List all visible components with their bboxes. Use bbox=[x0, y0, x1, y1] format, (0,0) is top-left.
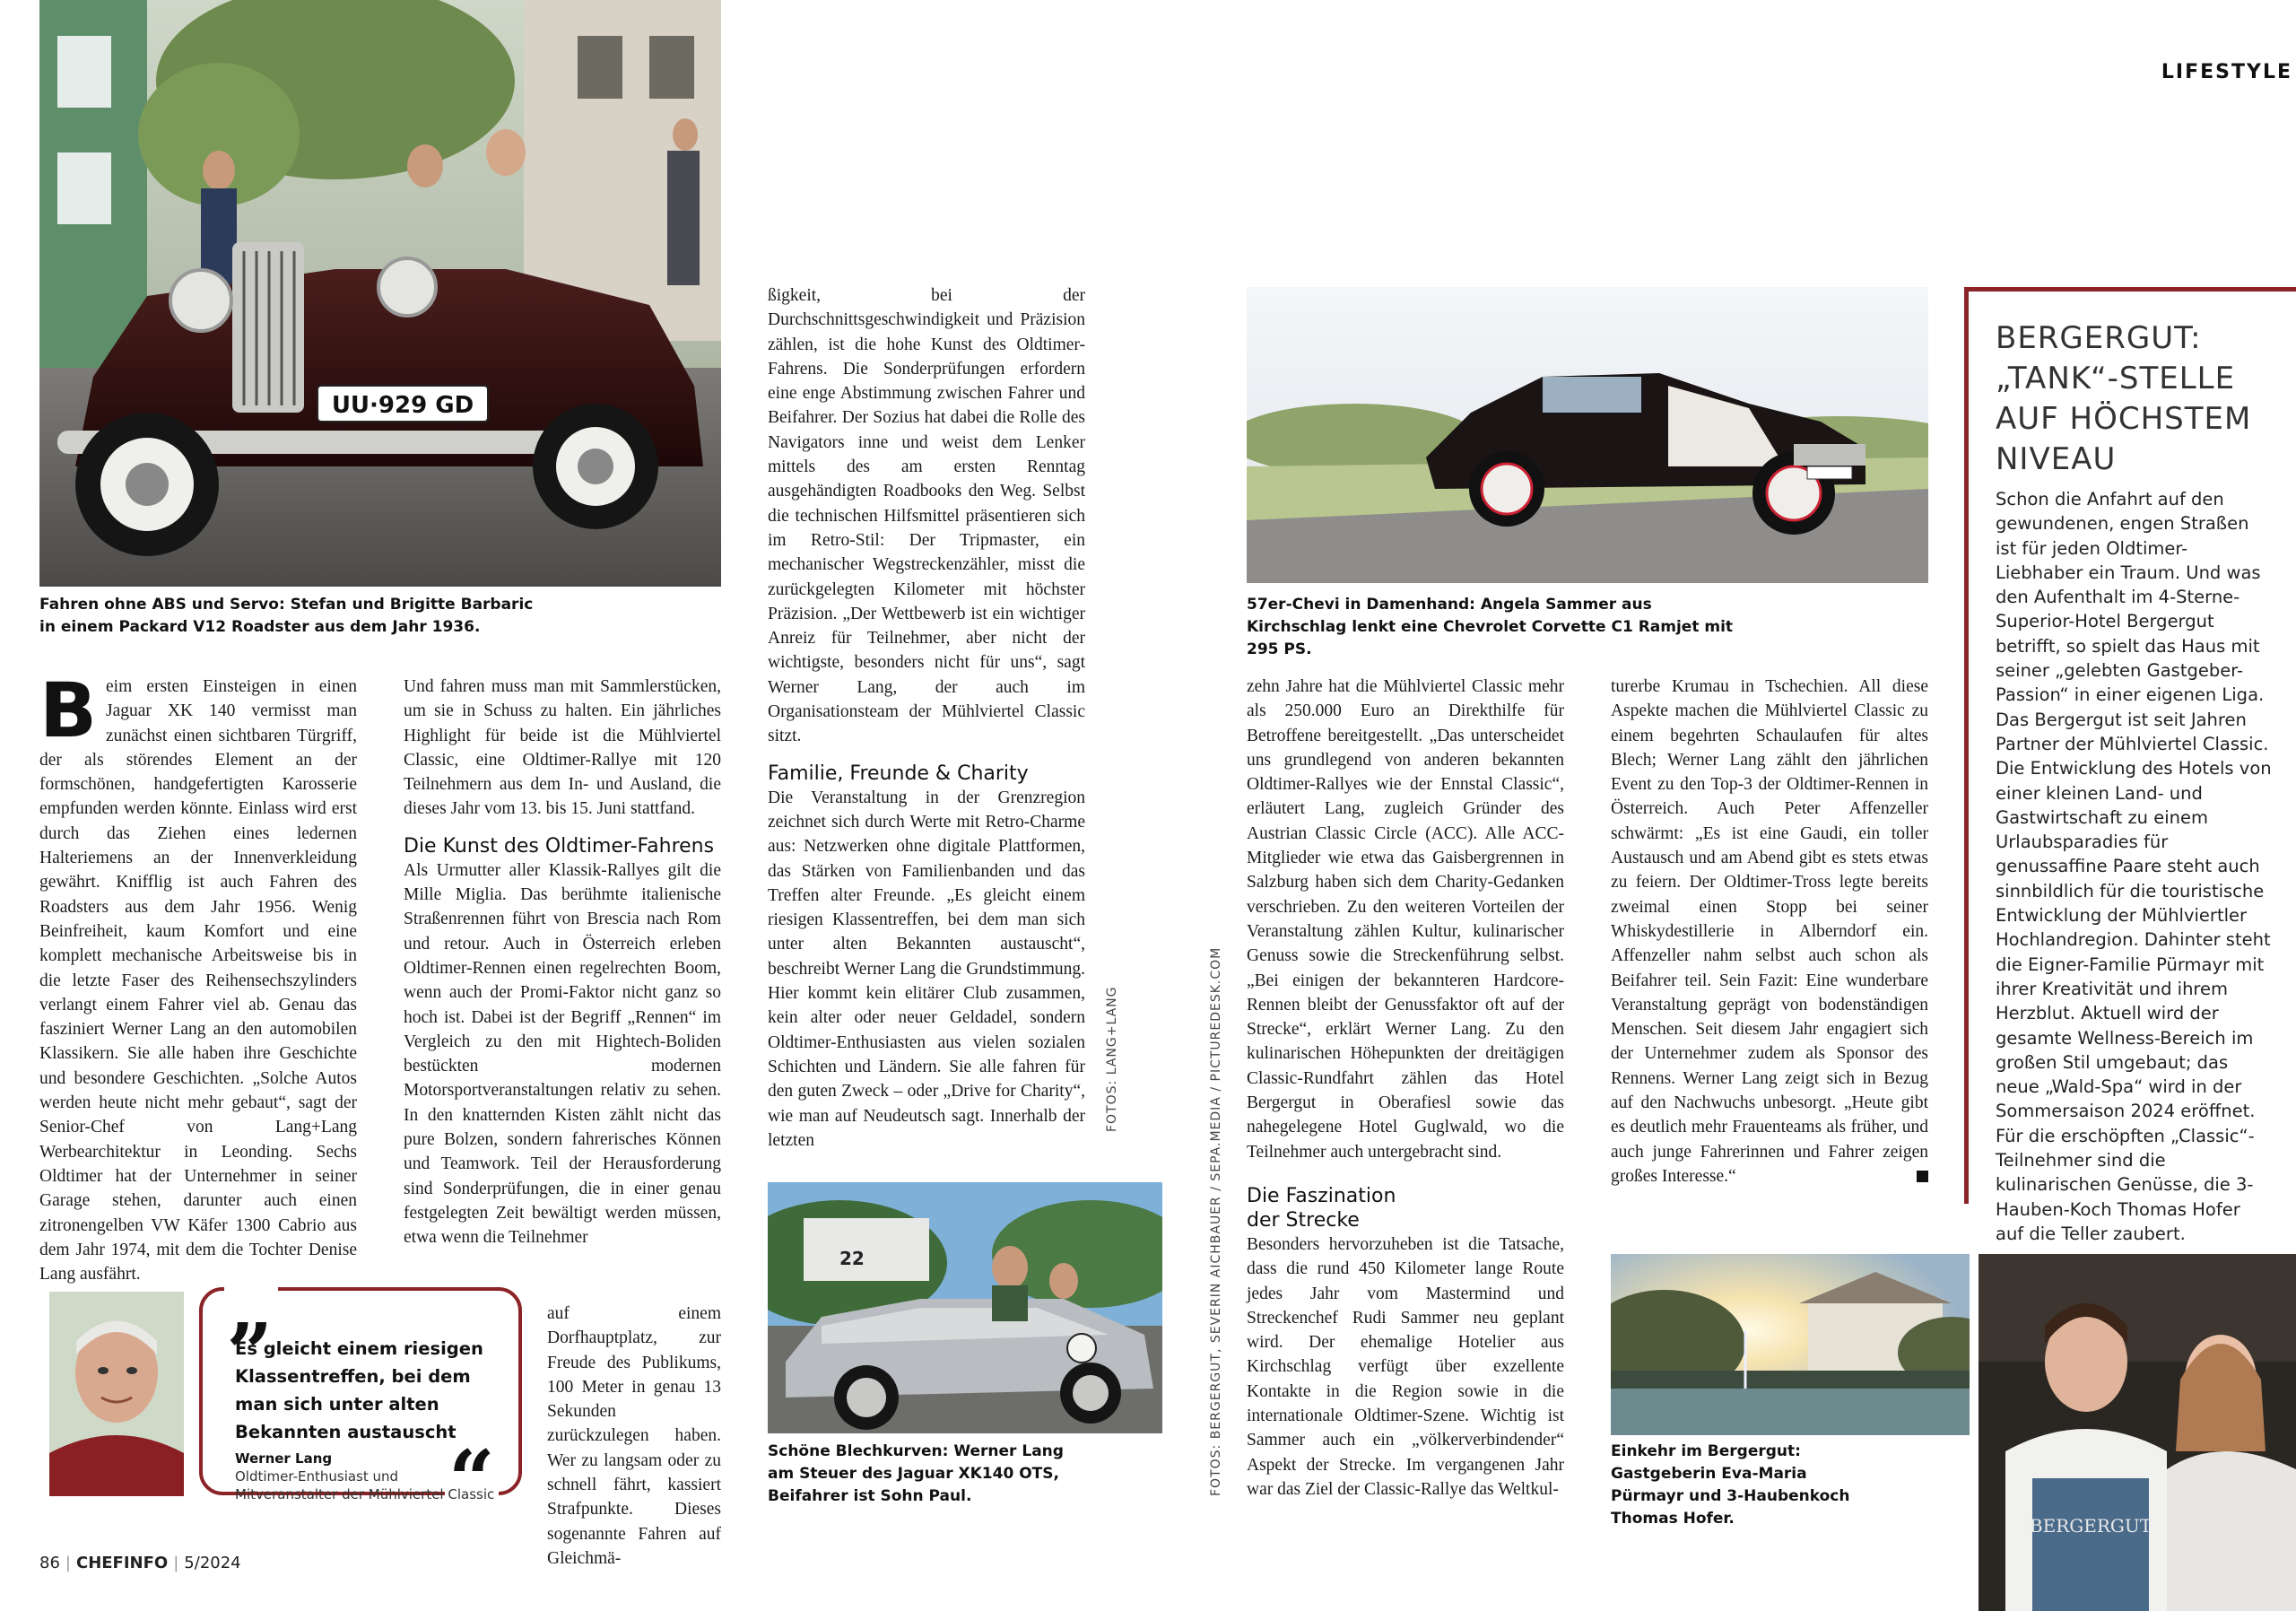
article-column-3 bbox=[768, 283, 1085, 1153]
article-paragraph: zehn Jahre hat die Mühlviertel Classic mehr als 250.000 Euro an Direkthilfe für Betroffene bereitgestellt. „Das unterscheidet uns grundlegend von anderen bekannten Oldtimer-Rallyes wie der Ennstal Classic“, erläutert Lang, zugleich Gründer des Austrian Classic Circle (ACC). Alle ACC-Mitglieder wie etwa das Gaisbergrennen in Salzburg haben sich dem Charity-Gedanken verschrieben. Zu den weiteren Vorteilen der Veranstaltung zählen Kultur, kulinarischer Genuss sowie die Streckenführung selbst. „Bei einigen der bekannteren Hardcore-Rennen bleibt der Genussfaktor oft auf der Strecke“, erklärt Werner Lang. Zu den kulinarischen Höhepunkten der dreitägigen Classic-Rundfahrt zählen das Hotel Bergergut in Oberafiesl sowie das nahegelegene Hotel Guglwald, wo die Teilnehmer auch untergebracht sind. bbox=[1247, 677, 1564, 1162]
photo-hosts bbox=[1979, 1254, 2296, 1611]
photo-corvette bbox=[1247, 287, 1928, 583]
apron-text: BERGERGUT bbox=[2029, 1515, 2152, 1537]
section-label: LIFESTYLE bbox=[2161, 61, 2292, 83]
caption-packard: Fahren ohne ABS und Servo: Stefan und Brigitte Barbaric in einem Packard V12 Roadster aus dem Jahr 1936. bbox=[39, 596, 534, 636]
article-paragraph: Und fahren muss man mit Sammlerstücken, um sie in Schuss zu halten. Ein jährliches Highlight für beide ist die Mühlviertel Classic, eine Oldtimer-Rallye mit 120 Teilnehmern aus dem In- und Ausland, die dieses Jahr vom 13. bis 15. Juni stattfand. bbox=[404, 677, 721, 819]
article-column-2 bbox=[404, 675, 721, 1250]
quote-author-role: Oldtimer-Enthusiast und Mitveranstalter der Mühlviertel Classic bbox=[235, 1468, 495, 1502]
article-paragraph: ßigkeit, bei der Durchschnittsgeschwindigkeit und Präzision zählen, ist die hohe Kunst des Oldtimer-Fahrens. Die Sonderprüfungen erfordern eine enge Abstimmung zwischen Fahrer und Beifahrer. Der Sozius hat dabei die Rolle des Navigators inne und weist dem Lenker mittels des am ersten Renntag ausgehändigten Roadbooks den Weg. Selbst die technischen Hilfsmittel präsentieren sich im Retro-Stil: Der Tripmaster, ein mechanischer Wegstreckenzähler, misst die zurückgelegten Kilometer mit höchster Präzision. „Der Wettbewerb ist ein wichtiger Anreiz für Teilnehmer, aber nicht der wichtigste, besonders nicht für uns“, sagt Werner Lang, der auch im Organisationsteam der Mühlviertel Classic sitzt. bbox=[768, 286, 1085, 746]
subheading: Die Kunst des Oldtimer-Fahrens bbox=[404, 834, 715, 858]
article-paragraph bbox=[1611, 675, 1928, 1189]
quote-author-name: Werner Lang bbox=[235, 1450, 333, 1467]
drop-cap: B bbox=[39, 666, 98, 754]
article-paragraph: eim ersten Einsteigen in einen Jaguar XK 140 vermisst man zunächst einen sichtbaren Türgriff, der als störendes Element an der formschönen, handgefertigten Karosserie empfunden werden könnte. Einlass wird erst durch das Ziehen eines ledernen Halteriemens an der Innenverkleidung gewährt. Knifflig ist auch Fahren des Roadsters aus dem Jahr 1956. Wenig Beinfreiheit, kaum Komfort und eine komplett mechanische Arbeitsweise bis in die letzte Faser des Reihensechszylinders verlangt einem Fahrer viel ab. Genau das fasziniert Werner Lang an den automobilen Klassikern. Sie alle haben ihre Geschichte und besondere Geschichten. „Solche Autos werden heute nicht mehr gebaut“, sagt der Senior-Chef von Lang+Lang Werbearchitektur in Leonding. Sechs Oldtimer hat der Unternehmer in seiner Garage stehen, darunter auch einen zitronengelben VW Käfer 1300 Cabrio aus dem Jahr 1974, mit dem die Tochter Denise Lang ausfährt. bbox=[39, 677, 357, 1284]
issue-number: 5/2024 bbox=[184, 1554, 241, 1572]
page-number: 86 bbox=[39, 1554, 60, 1572]
subheading-line-2: der Strecke bbox=[1247, 1208, 1360, 1232]
caption-jaguar: Schöne Blechkurven: Werner Lang am Steuer des Jaguar XK140 OTS, Beifahrer ist Sohn Paul. bbox=[768, 1442, 1064, 1505]
subheading-line-1: Die Faszination bbox=[1247, 1184, 1396, 1207]
sidebar-box bbox=[1964, 287, 2296, 1244]
article-column-4 bbox=[1247, 675, 1564, 1502]
photo-packard bbox=[39, 0, 721, 587]
subheading bbox=[1247, 1184, 1564, 1232]
article-paragraph: auf einem Dorfhauptplatz, zur Freude des Publikums, 100 Meter in genau 13 Sekunden zurückzulegen haben. Wer zu langsam oder zu schnell fährt, kassiert Strafpunkte. Dieses sogenannte Fahren auf Gleichmä- bbox=[547, 1304, 721, 1568]
article-column-2-cont bbox=[547, 1302, 721, 1571]
magazine-name: CHEFINFO bbox=[75, 1554, 169, 1572]
photo-jaguar bbox=[768, 1182, 1162, 1433]
end-mark-icon bbox=[1917, 1171, 1928, 1182]
article-column-1 bbox=[39, 666, 357, 1286]
photo-credit-others: FOTOS: BERGERGUT, SEVERIN AICHBAUER / SEPA.MEDIA / PICTUREDESK.COM bbox=[1209, 946, 1223, 1496]
quote-open-icon: „ bbox=[224, 1267, 278, 1347]
portrait-werner-lang bbox=[49, 1292, 184, 1496]
article-paragraph: Besonders hervorzuheben ist die Tatsache, dass die rund 450 Kilometer lange Route jedes Jahr vom Mastermind und Streckenchef Rudi Sammer neu geplant wird. Der ehemalige Hotelier aus Kirchschlag verfügt über exzellente Kontakte in die Region sowie in die internationale Oldtimer-Szene. Wichtig ist Sammer auch ein „völkerverbindender“ Aspekt der Strecke. Im vergangenen Jahr war das Ziel der Classic-Rallye das Weltkul- bbox=[1247, 1234, 1564, 1499]
photo-bergergut-hotel bbox=[1611, 1254, 1970, 1435]
license-plate: UU·929 GD bbox=[331, 392, 474, 419]
caption-bergergut: Einkehr im Bergergut: Gastgeberin Eva-Maria Pürmayr und 3-Haubenkoch Thomas Hofer. bbox=[1611, 1442, 1850, 1528]
pull-quote: Es gleicht einem riesigen Klassentreffen, bei dem man sich unter alten Bekannten austauscht bbox=[235, 1338, 483, 1442]
article-paragraph: Als Urmutter aller Klassik-Rallyes gilt die Mille Miglia. Das berühmte italienische Straßenrennen führt von Brescia nach Rom und retour. Auch in Österreich erleben Oldtimer-Rennen einen regelrechten Boom, wenn auch der Promi-Faktor nicht ganz so hoch ist. Dabei ist der Begriff „Rennen“ im Vergleich zu den mit Hightech-Boliden bestückten modernen Motorsportveranstaltungen relativ zu sehen. In den knatternden Kisten zählt nicht das pure Bolzen, sondern fahrerisches Können und Teamwork. Teil der Herausforderung sind Sonderprüfungen, die in einer genau festgelegten Zeit bewältigt werden müssen, etwa wenn die Teilnehmer bbox=[404, 860, 721, 1248]
sidebar-title: BERGERGUT: „TANK“-STELLE AUF HÖCHSTEM NIVEAU bbox=[1996, 320, 2252, 477]
svg-text:22: 22 bbox=[839, 1248, 865, 1269]
quote-close-icon: “ bbox=[445, 1440, 499, 1520]
article-column-5 bbox=[1611, 675, 1928, 1189]
photo-credit-lang: FOTOS: LANG+LANG bbox=[1105, 986, 1119, 1132]
article-paragraph: Die Veranstaltung in der Grenzregion zeichnet sich durch Werte mit Retro-Charme aus: Netzwerken ohne digitale Plattformen, das Stärken von Familienbanden und das Treffen alter Freunde. „Es gleicht einem riesigen Klassentreffen, bei dem man sich unter alten Bekannten austauscht“, beschreibt Werner Lang die Grundstimmung. Hier kommt kein elitärer Club zusammen, kein alter oder neuer Geldadel, sondern Oldtimer-Enthusiasten aus vielen sozialen Schichten und Ländern. Sie alle fahren für den guten Zweck – oder „Drive for Charity“, wie man auf Neudeutsch sagt. Innerhalb der letzten bbox=[768, 788, 1085, 1150]
page-footer: 86 | CHEFINFO | 5/2024 bbox=[39, 1554, 241, 1572]
sidebar-text: Schon die Anfahrt auf den gewundenen, engen Straßen ist für jeden Oldtimer-Liebhaber ein Traum. Und was den Aufenthalt im 4-Sterne-Superior-Hotel Bergergut betrifft, so spielt das Haus mit seiner „gelebten Gastgeber-Passion“ in einer eigenen Liga. Das Bergergut ist seit Jahren Partner der Mühlviertel Classic. Die Entwicklung des Hotels von einer kleinen Land- und Gastwirtschaft zu einem Urlaubsparadies für genussaffine Paare steht auch sinnbildlich für die touristische Entwicklung der Mühlviertler Hochlandregion. Dahinter steht die Eigner-Familie Pürmayr mit ihrer Kreativität und ihrem Herzblut. Aktuell wird der gesamte Wellness-Bereich im großen Stil umgebaut; das neue „Wald-Spa“ wird in der Sommersaison 2024 eröffnet. Für die erschöpften „Classic“-Teilnehmer sind die kulinarischen Genüsse, die 3-Hauben-Koch Thomas Hofer auf die Teller zaubert. bbox=[1996, 489, 2272, 1244]
quote-author bbox=[235, 1450, 504, 1503]
article-paragraph-text: turerbe Krumau in Tschechien. All diese Aspekte machen die Mühlviertel Classic zu einem begehrten Schaulaufen für altes Blech; Werner Lang zählt den jährlichen Event zu den Top-3 der Oldtimer-Rennen in Österreich. Auch Peter Affenzeller schwärmt: „Es ist eine Gaudi, ein toller Austausch und am Abend gibt es stets etwas zu feiern. Der Oldtimer-Tross legte bereits zweimal einen Stopp bei seiner Whiskydestillerie in Alberndorf ein. Affenzeller nahm selbst auch schon als Beifahrer teil. Sein Fazit: Eine wunderbare Veranstaltung geprägt von bodenständigen Menschen. Seit diesem Jahr engagiert sich der Unternehmer zudem als Sponsor des Rennens. Werner Lang zeigt sich in Bezug auf den Nachwuchs unbesorgt. „Heute gibt es deutlich mehr Frauenteams als früher, und auch junge Fahrerinnen und Fahrer zeigen großes Interesse.“ bbox=[1611, 677, 1928, 1186]
caption-corvette: 57er-Chevi in Damenhand: Angela Sammer aus Kirchschlag lenkt eine Chevrolet Corvette C1 Ramjet mit 295 PS. bbox=[1247, 596, 1734, 658]
subheading: Familie, Freunde & Charity bbox=[768, 762, 1029, 785]
